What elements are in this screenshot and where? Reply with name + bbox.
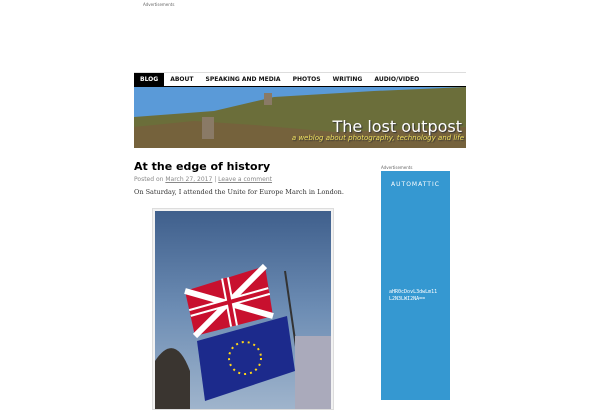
flags-photo[interactable]: [155, 211, 331, 409]
main-nav: [134, 72, 466, 88]
leave-comment-link[interactable]: Leave a comment: [218, 176, 273, 183]
nav-item-about[interactable]: ABOUT: [170, 76, 194, 83]
nav-item-speaking-and-media[interactable]: SPEAKING AND MEDIA: [205, 76, 281, 83]
nav-item-blog[interactable]: BLOG: [134, 73, 164, 86]
ad-code-line-2: L2N3LWI2NA==: [389, 296, 426, 302]
nav-item-photos[interactable]: PHOTOS: [292, 76, 321, 83]
post-body: On Saturday, I attended the Unite for Europe March in London.: [134, 188, 344, 196]
header-banner[interactable]: [134, 87, 466, 148]
ad-code-text: [389, 289, 437, 303]
meta-separator: |: [214, 176, 217, 183]
flags-illustration: [155, 211, 331, 409]
top-ad-label: Advertisements: [143, 2, 175, 7]
nav-item-audio-video[interactable]: AUDIO/VIDEO: [374, 76, 420, 83]
sidebar-ad-label: Advertisements: [381, 165, 413, 170]
site-tagline: a weblog about photography, technology and life: [291, 134, 464, 142]
photo-frame: [152, 208, 334, 410]
ad-brand-logo: AUTOMATTIC: [391, 181, 440, 188]
sidebar-ad[interactable]: [381, 171, 450, 400]
ad-code-line-1: aHR0cDovL3dwLm11: [389, 289, 438, 295]
site-title[interactable]: The lost outpost: [332, 117, 462, 136]
nav-item-writing[interactable]: WRITING: [332, 76, 363, 83]
post-date-link[interactable]: March 27, 2017: [165, 176, 213, 183]
post-title[interactable]: At the edge of history: [134, 160, 271, 173]
post-meta: [134, 176, 272, 183]
posted-on-label: Posted on: [134, 176, 164, 183]
